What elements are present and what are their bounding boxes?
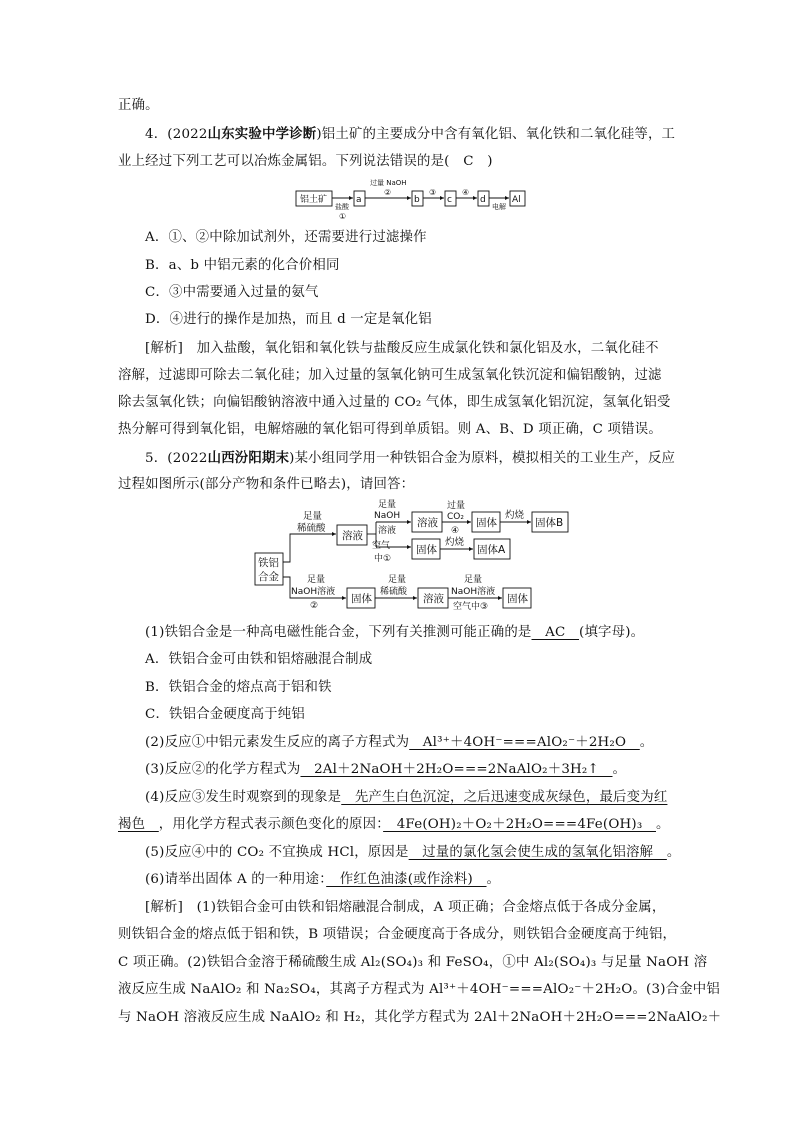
q5-sub-2 [145,733,653,753]
q5-number: 5．(2022 [145,451,208,466]
q5-sub-5 [145,843,680,863]
diagram2-reagent: 中① [374,554,392,564]
q5-sub-4-text-2: ，用化学方程式表示颜色变化的原因： [158,817,384,832]
diagram2-label: 溶液 [423,593,444,605]
diagram2-label: 固体 [507,593,528,605]
q5-analysis-5: 与 NaOH 溶液反应生成 NaAlO₂ 和 H₂，其化学方程式为 2Al＋2NaOH＋2H₂O===2NaAlO₂＋ [118,1010,722,1025]
q5-sub-3-text: (3)反应②的化学方程式为 [145,762,301,777]
q4-analysis-3: 除去氢氧化铁；向偏铝酸钠溶液中通入过量的 CO₂ 气体，即生成氢氧化铝沉淀，氢氧化铝受 [118,395,671,410]
q5-sub-2-text: (2)反应①中铝元素发生反应的离子方程式为 [145,735,410,750]
diagram2-reagent: NaOH溶液 [451,587,496,597]
q5-sub-2-tail: 。 [639,735,654,750]
q5-1-option-a: A．铁铝合金可由铁和铝熔融混合制成 [145,652,373,667]
q5-stem: )某小组同学用一种铁铝合金为原料，模拟相关的工业生产，反应 [289,451,676,466]
q5-sub-4-cont [118,815,670,835]
diagram2-reagent: 空气 [372,541,391,551]
q5-sub-5-text: (5)反应④中的 CO₂ 不宜换成 HCl，原因是 [145,845,409,860]
diagram2-reagent: 足量 [307,575,326,585]
diagram2-step: ② [310,601,319,611]
diagram2-label: 固体 [351,593,372,605]
q5-sub-4-text: (4)反应③发生时观察到的现象是 [145,790,342,805]
q4-analysis-4: 热分解可得到氧化铝，电解熔融的氧化铝可得到单质铝。则 A、B、D 项正确，C 项错误。 [118,422,662,437]
diagram-label-start: 铝土矿 [300,195,328,205]
diagram2-reagent: 稀硫酸 [297,523,326,534]
diagram2-label: 溶液 [342,530,363,542]
q5-sub-4-answer-2: 褐色 [118,817,159,832]
q5-analysis-1: [解析] (1)铁铝合金可由铁和铝熔融混合制成，A 项正确；合金熔点低于各成分金属， [145,900,666,915]
q4-option-d: D．④进行的操作是加热，而且 d 一定是氧化铝 [145,312,432,327]
diagram2-alloy-1: 铁铝 [258,557,279,569]
q5-sub-1-tail: (填字母)。 [579,625,645,640]
diagram2-reagent: NaOH溶液 [291,587,336,597]
diagram2-label: 溶液 [417,517,438,529]
q5-sub-5-answer: 过量的氯化氢会使生成的氢氧化铝溶解 [408,845,667,860]
q4-number: 4．(2022 [145,127,208,142]
q5-1-option-c: C．铁铝合金硬度高于纯铝 [145,707,305,722]
q5-sub-4 [145,788,667,808]
diagram2-label: 固体 [476,517,497,529]
diagram2-label: 固体 [416,544,437,556]
diagram2-condition: 灼烧 [445,537,465,548]
diagram2-reagent: 过量 [447,501,466,511]
diagram2-arrow [283,534,336,562]
q5-sub-4-tail: 。 [655,817,670,832]
q5-sub-5-tail: 。 [666,845,681,860]
diagram2-condition: 灼烧 [505,510,525,521]
diagram-reagent-2: 过量 NaOH [370,179,407,187]
q5-1-option-b: B．铁铝合金的熔点高于铝和铁 [145,680,332,695]
q5-sub-4-answer-3: 4Fe(OH)₂＋O₂＋2H₂O===4Fe(OH)₃ [383,817,656,832]
diagram2-reagent: 足量 [303,511,323,522]
text-line: 正确。 [118,98,159,113]
q5-sub-2-answer: Al³⁺＋4OH⁻===AlO₂⁻＋2H₂O [409,735,640,750]
diagram-condition-electrolysis: 电解 [492,203,506,211]
diagram2-reagent: 溶液 [378,526,397,536]
q5-analysis-4: 液反应生成 NaAlO₂ 和 Na₂SO₄，其离子方程式为 Al³⁺＋4OH⁻===AlO₂⁻＋2H₂O。(3)合金中铝 [118,982,720,997]
diagram2-reagent: 足量 [378,500,397,510]
q5-sub-6 [145,870,500,890]
q5-sub-3-answer: 2Al＋2NaOH＋2H₂O===2NaAlO₂＋3H₂↑ [300,762,613,777]
diagram2-reagent: 空气中③ [453,602,489,612]
diagram-step-3: ③ [429,188,437,197]
q4-analysis-2: 溶解，过滤即可除去二氧化硅；加入过量的氢氧化钠可生成氢氧化铁沉淀和偏铝酸钠，过滤 [118,368,662,383]
q4-source: 山东实验中学诊断 [207,126,317,142]
diagram-step-2: ② [384,188,392,197]
diagram2-reagent: 稀硫酸 [380,587,408,597]
diagram2-label: 固体B [535,517,564,529]
diagram2-label: 固体A [477,544,506,556]
q5-sub-1-answer: AC [531,625,580,640]
diagram2-alloy-2: 合金 [258,571,279,583]
diagram-label-al: Al [512,195,521,205]
q4-option-c: C．③中需要通入过量的氨气 [145,285,319,300]
q4-option-a: A．①、②中除加试剂外，还需要进行过滤操作 [145,230,427,245]
q5-sub-6-tail: 。 [486,872,501,887]
q5-sub-6-text: (6)请举出固体 A 的一种用途： [145,872,327,887]
q4-option-b: B．a、b 中铝元素的化合价相同 [145,258,340,273]
q5-analysis-3: C 项正确。(2)铁铝合金溶于稀硫酸生成 Al₂(SO₄)₃ 和 FeSO₄，①中 Al₂(SO₄)₃ 与足量 NaOH 溶 [118,955,708,970]
q4-stem-2: 业上经过下列工艺可以冶炼金属铝。下列说法错误的是( C ) [118,154,493,169]
q5-analysis-2: 则铁铝合金的熔点低于铝和铁，B 项错误；合金硬度高于各成分，则铁铝合金硬度高于纯铝， [118,927,677,942]
diagram2-reagent: 足量 [464,575,483,585]
diagram-reagent-1: 盐酸 [335,203,349,211]
diagram2-reagent: CO₂ [447,512,464,522]
q5-sub-1-text: (1)铁铝合金是一种高电磁性能合金，下列有关推测可能正确的是 [145,625,532,640]
diagram-label-d: d [480,195,486,205]
q4-stem: )铝土矿的主要成分中含有氧化铝、氧化铁和二氧化硅等，工 [316,127,676,142]
diagram2-step: ④ [451,526,460,536]
q5-stem-2: 过程如图所示(部分产物和条件已略去)，请回答： [118,477,415,492]
q5-sub-4-answer: 先产生白色沉淀，之后迅速变成灰绿色，最后变为红 [341,790,668,805]
q5-sub-6-answer: 作红色油漆(或作涂料) [326,872,487,887]
q4-analysis-1: [解析] 加入盐酸，氧化铝和氧化铁与盐酸反应生成氯化铁和氯化铝及水，二氧化硅不 [145,341,659,356]
q5-sub-3-tail: 。 [612,762,627,777]
q5-sub-1 [145,623,644,643]
diagram-label-a: a [356,195,362,205]
diagram-label-c: c [447,195,452,205]
q5-sub-3 [145,760,626,780]
diagram2-reagent: NaOH [374,511,401,521]
diagram-label-b: b [414,195,420,205]
diagram2-reagent: 足量 [388,575,407,585]
q5-source: 山西汾阳期末 [207,450,290,466]
diagram-step-1: ① [339,212,347,221]
diagram-step-4: ④ [462,188,470,197]
